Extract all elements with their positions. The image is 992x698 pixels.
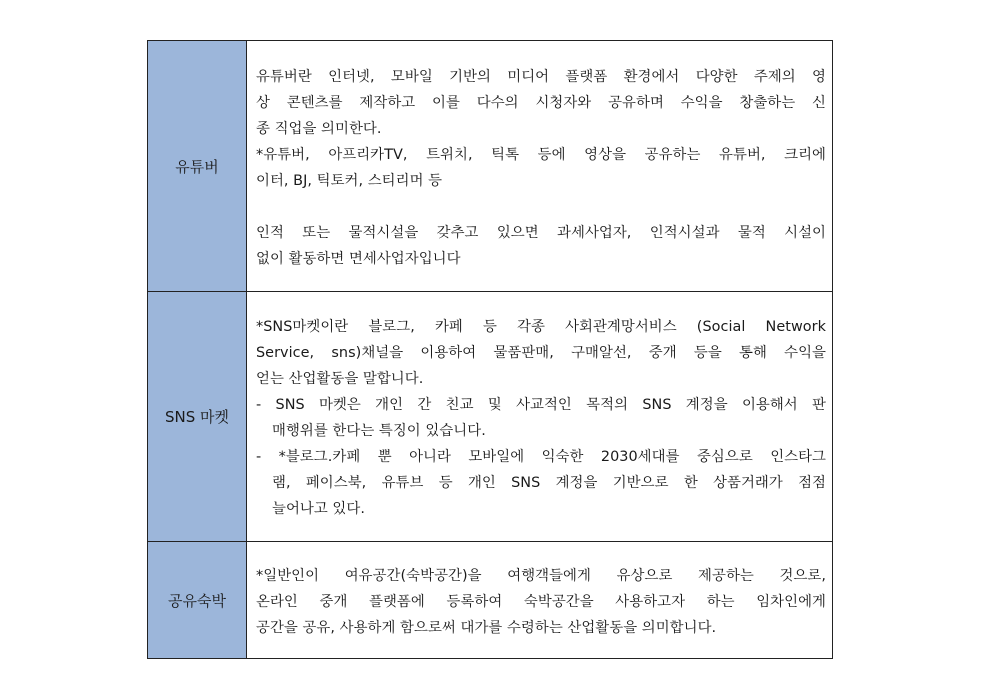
content-line: 늘어나고 있다. <box>272 501 365 517</box>
content-line: 이터, BJ, 틱토커, 스티리머 등 <box>256 172 443 189</box>
content-line: 온라인 중개 플랫폼에 등록하여 숙박공간을 사용하고자 하는 임차인에게 <box>256 593 826 610</box>
table-row-shared-lodging <box>148 542 833 659</box>
content-line: 인적 또는 물적시설을 갖추고 있으면 과세사업자, 인적시설과 물적 시설이 <box>256 224 826 241</box>
content-line: *일반인이 여유공간(숙박공간)을 여행객들에게 유상으로 제공하는 것으로, <box>256 567 826 584</box>
content-line: 유튜버란 인터넷, 모바일 기반의 미디어 플랫폼 환경에서 다양한 주제의 영 <box>256 68 826 85</box>
content-line: Service, sns)채널을 이용하여 물품판매, 구매알선, 중개 등을 통해 수익을 <box>256 345 826 361</box>
row-label-youtuber: 유튜버 <box>148 41 247 292</box>
content-line: 상 콘텐츠를 제작하고 이를 다수의 시청자와 공유하며 수익을 창출하는 신 <box>256 94 826 111</box>
content-line: 없이 활동하면 면세사업자입니다 <box>256 250 461 267</box>
row-label-shared-lodging: 공유숙박 <box>148 542 247 659</box>
table-row-sns-market <box>148 292 833 542</box>
content-line: 램, 페이스북, 유튜브 등 개인 SNS 계정을 기반으로 한 상품거래가 점점 <box>272 475 826 491</box>
content-line: 매행위를 한다는 특징이 있습니다. <box>272 423 486 439</box>
content-line: *유튜버, 아프리카TV, 트위치, 틱톡 등에 영상을 공유하는 유튜버, 크리에 <box>256 146 826 163</box>
content-line: 얻는 산업활동을 말합니다. <box>256 371 424 387</box>
content-line: - *블로그.카페 뿐 아니라 모바일에 익숙한 2030세대를 중심으로 인스타그 <box>256 449 826 465</box>
row-content-sns-market <box>247 292 833 542</box>
row-content-youtuber <box>247 41 833 292</box>
content-line: *SNS마켓이란 블로그, 카페 등 각종 사회관계망서비스 (Social Network <box>256 319 826 335</box>
content-line: 공간을 공유, 사용하게 함으로써 대가를 수령하는 산업활동을 의미합니다. <box>256 619 717 636</box>
table-row-youtuber <box>148 41 833 292</box>
content-line: - SNS 마켓은 개인 간 친교 및 사교적인 목적의 SNS 계정을 이용해서 판 <box>256 397 826 413</box>
content-line: 종 직업을 의미한다. <box>256 120 382 137</box>
blank-line <box>256 194 826 220</box>
definition-table <box>147 40 833 659</box>
row-label-sns-market: SNS 마켓 <box>148 292 247 542</box>
row-content-shared-lodging <box>247 542 833 659</box>
